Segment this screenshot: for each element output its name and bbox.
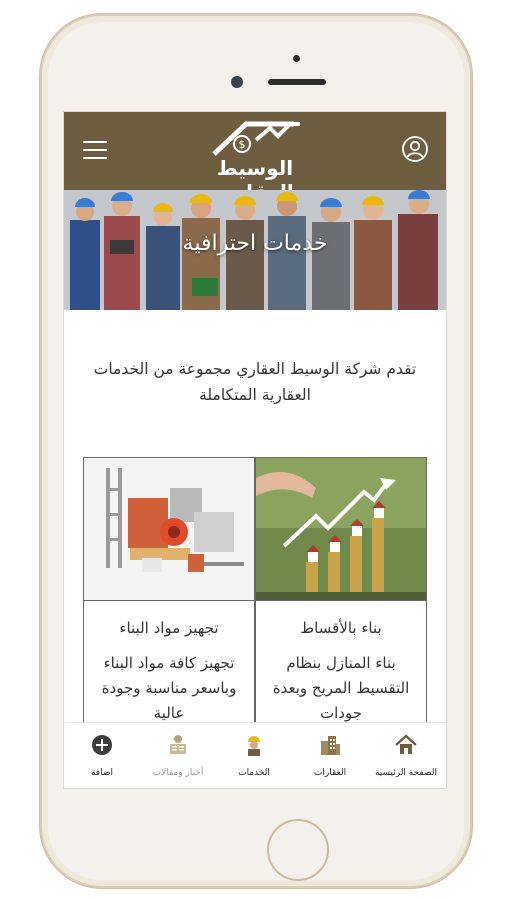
services-banner (64, 190, 446, 310)
tab-news[interactable] (140, 723, 216, 789)
building-materials-photo (84, 458, 254, 600)
tab-label: العقارات (313, 768, 347, 778)
tab-label: أخبار ومقالات (152, 768, 204, 778)
service-card-installments[interactable] (255, 457, 427, 734)
installments-image (256, 458, 426, 601)
sensor-dot (293, 55, 300, 62)
card-title: بناء بالأقساط (300, 619, 382, 637)
card-description: تجهيز كافة مواد البناء وباسعر مناسبة وجودة عالية (101, 654, 237, 722)
earpiece-speaker (268, 79, 326, 85)
home-icon (394, 733, 418, 757)
intro-text: تقدم شركة الوسيط العقاري مجموعة من الخدمات العقارية المتكاملة (93, 360, 417, 404)
tab-label: اضافة (90, 768, 113, 778)
user-profile-icon[interactable] (402, 136, 428, 162)
app-screen (63, 111, 447, 789)
logo-roof-icon (184, 116, 326, 156)
home-hardware-button[interactable] (267, 819, 329, 881)
logo-text: الوسيط (216, 156, 294, 180)
front-camera (231, 76, 243, 88)
banner-title: خدمات احترافية (182, 231, 328, 256)
tab-services[interactable] (216, 723, 292, 789)
materials-image (84, 458, 254, 601)
add-circle-icon (90, 733, 114, 757)
tab-label: الصفحة الرئيسية (374, 768, 438, 778)
app-header (64, 112, 446, 190)
buildings-icon (318, 733, 342, 757)
news-reader-icon (166, 733, 190, 757)
tab-properties[interactable] (292, 723, 368, 789)
hamburger-menu-icon[interactable] (83, 141, 107, 159)
card-title: تجهيز مواد البناء (119, 619, 219, 637)
svg-text:$: $ (238, 138, 246, 151)
tab-home[interactable] (368, 723, 444, 789)
tab-label: الخدمات (238, 768, 270, 778)
worker-icon (242, 733, 266, 757)
logo (184, 116, 326, 186)
coins-houses-photo (256, 458, 426, 600)
bottom-tab-bar (64, 722, 446, 789)
card-description: بناء المنازل بنظام التقسيط المريح وبعدة جودات (272, 654, 410, 722)
tab-add[interactable] (64, 723, 140, 789)
service-card-materials[interactable] (83, 457, 255, 734)
